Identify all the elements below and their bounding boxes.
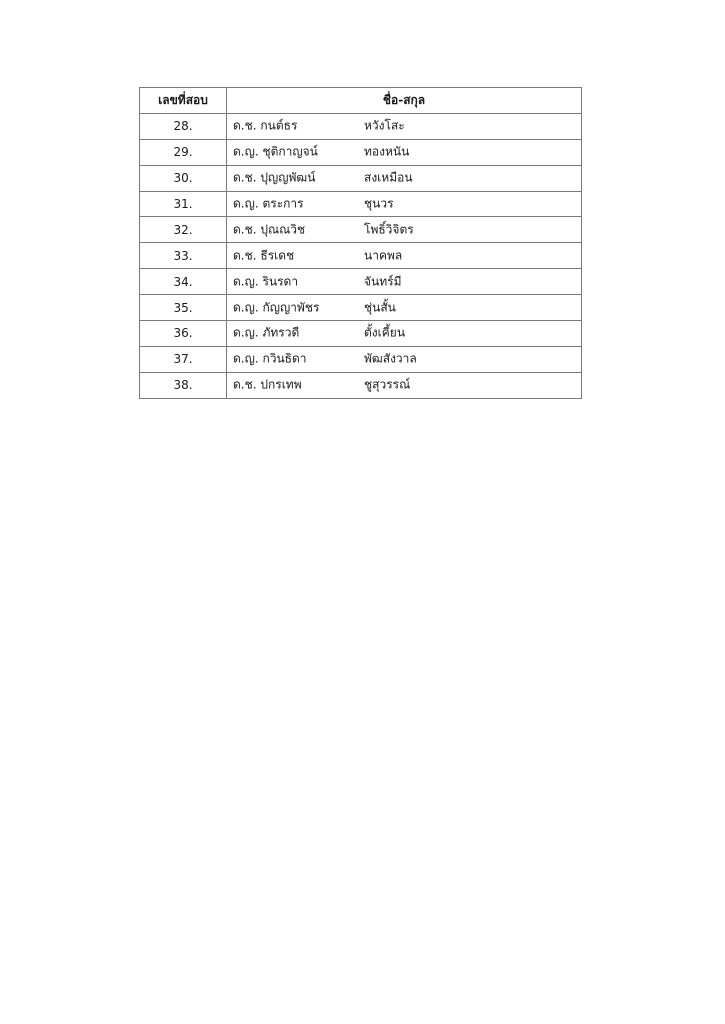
surname: หวังโสะ: [364, 118, 405, 133]
name-cell: [227, 191, 582, 217]
table-row: [140, 295, 582, 321]
table-row: [140, 269, 582, 295]
table-row: [140, 113, 582, 139]
given-name: ด.ญ. ภัทรวดี: [233, 325, 300, 340]
name-cell: [227, 243, 582, 269]
exam-number-cell: 33.: [140, 243, 227, 269]
given-name: ด.ช. กนต์ธร: [233, 118, 298, 133]
table-row: [140, 321, 582, 347]
exam-number-cell: 35.: [140, 295, 227, 321]
surname: ชุ่นสั้น: [364, 300, 396, 315]
name-cell: [227, 165, 582, 191]
surname: ชุนวร: [364, 196, 394, 211]
surname: พัฒสังวาล: [364, 351, 417, 366]
surname: ทองหนัน: [364, 144, 410, 159]
table-row: [140, 243, 582, 269]
exam-number-cell: 32.: [140, 217, 227, 243]
table-row: [140, 217, 582, 243]
given-name: ด.ช. ปกรเทพ: [233, 377, 302, 392]
table-header-row: [140, 88, 582, 114]
table-row: [140, 191, 582, 217]
given-name: ด.ช. ปุณณวิช: [233, 222, 306, 237]
surname: นาคพล: [364, 248, 403, 263]
name-cell: [227, 372, 582, 398]
exam-number-cell: 38.: [140, 372, 227, 398]
surname: จันทร์มี: [364, 274, 402, 289]
exam-number-cell: 36.: [140, 321, 227, 347]
exam-number-cell: 34.: [140, 269, 227, 295]
given-name: ด.ญ. กวินธิดา: [233, 351, 307, 366]
table-row: [140, 139, 582, 165]
exam-number-cell: 37.: [140, 346, 227, 372]
name-cell: [227, 217, 582, 243]
given-name: ด.ญ. ชุติกาญจน์: [233, 144, 318, 159]
name-cell: [227, 269, 582, 295]
name-cell: [227, 113, 582, 139]
table-row: [140, 165, 582, 191]
name-cell: [227, 295, 582, 321]
given-name: ด.ช. ธีรเดช: [233, 248, 295, 263]
name-cell: [227, 346, 582, 372]
surname: ชูสุวรรณ์: [364, 377, 411, 392]
exam-number-cell: 31.: [140, 191, 227, 217]
header-exam-number: เลขที่สอบ: [140, 88, 227, 114]
given-name: ด.ญ. กัญญาพัชร: [233, 300, 320, 315]
given-name: ด.ช. ปุญญพัฒน์: [233, 170, 316, 185]
header-full-name: ชื่อ-สกุล: [227, 88, 582, 114]
table-body: [140, 113, 582, 398]
exam-number-cell: 29.: [140, 139, 227, 165]
given-name: ด.ญ. รินรดา: [233, 274, 299, 289]
table-row: [140, 346, 582, 372]
given-name: ด.ญ. ตระการ: [233, 196, 304, 211]
surname: ตั้งเคี้ยน: [364, 325, 406, 340]
student-roster-table: [139, 87, 582, 399]
exam-number-cell: 28.: [140, 113, 227, 139]
exam-number-cell: 30.: [140, 165, 227, 191]
table-row: [140, 372, 582, 398]
name-cell: [227, 321, 582, 347]
surname: โพธิ์วิจิตร: [364, 222, 414, 237]
surname: สงเหมือน: [364, 170, 413, 185]
name-cell: [227, 139, 582, 165]
